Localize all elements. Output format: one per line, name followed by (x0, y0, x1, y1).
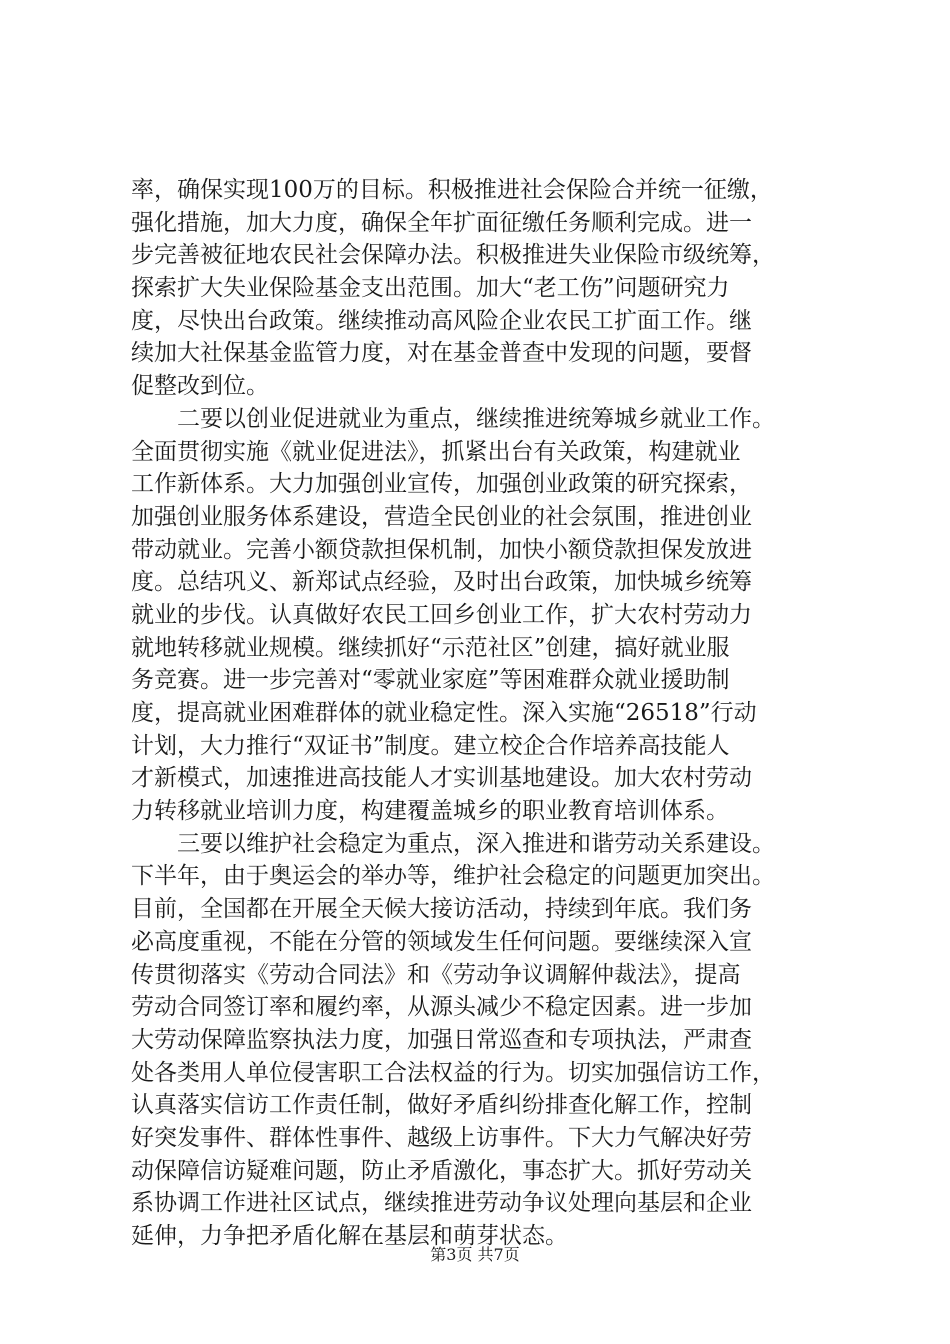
text-line: 度，尽快出台政策。继续推动高风险企业农民工扩面工作。继 (131, 307, 752, 334)
text-line: 工作新体系。大力加强创业宣传，加强创业政策的研究探索， (131, 471, 752, 498)
text-line: 动保障信访疑难问题，防止矛盾激化，事态扩大。抓好劳动关 (131, 1157, 752, 1184)
text-line: 步完善被征地农民社会保障办法。积极推进失业保险市级统筹， (131, 242, 775, 269)
text-line: 处各类用人单位侵害职工合法权益的行为。切实加强信访工作， (131, 1059, 775, 1086)
text-line: 延伸，力争把矛盾化解在基层和萌芽状态。 (131, 1223, 568, 1249)
text-line: 度，提高就业困难群体的就业稳定性。深入实施“26518”行动 (131, 700, 757, 726)
text-line: 加强创业服务体系建设，营造全民创业的社会氛围，推进创业 (131, 503, 752, 530)
text-line: 认真落实信访工作责任制，做好矛盾纠纷排查化解工作，控制 (131, 1092, 752, 1119)
text-line: 计划，大力推行“双证书”制度。建立校企合作培养高技能人 (131, 732, 730, 759)
text-line: 强化措施，加大力度，确保全年扩面征缴任务顺利完成。进一 (131, 209, 752, 236)
text-line: 力转移就业培训力度，构建覆盖城乡的职业教育培训体系。 (131, 798, 729, 825)
text-line: 带动就业。完善小额贷款担保机制，加快小额贷款担保发放进 (131, 536, 752, 563)
text-line: 目前，全国都在开展全天候大接访活动，持续到年底。我们务 (131, 896, 752, 923)
page-number-footer: 第3页 共7页 (430, 1245, 520, 1264)
text-line: 二要以创业促进就业为重点，继续推进统筹城乡就业工作。 (131, 405, 775, 432)
text-line: 促整改到位。 (131, 373, 269, 400)
text-line: 就地转移就业规模。继续抓好“示范社区”创建，搞好就业服 (131, 634, 730, 661)
text-line: 全面贯彻实施《就业促进法》，抓紧出台有关政策，构建就业 (131, 438, 741, 465)
text-line: 探索扩大失业保险基金支出范围。加大“老工伤”问题研究力 (131, 275, 730, 302)
text-line: 劳动合同签订率和履约率，从源头减少不稳定因素。进一步加 (131, 994, 752, 1021)
text-line: 三要以维护社会稳定为重点，深入推进和谐劳动关系建设。 (131, 830, 775, 857)
text-line: 续加大社保基金监管力度，对在基金普查中发现的问题，要督 (131, 340, 752, 367)
text-line: 传贯彻落实《劳动合同法》和《劳动争议调解仲裁法》，提高 (131, 961, 741, 988)
text-line: 才新模式，加速推进高技能人才实训基地建设。加大农村劳动 (131, 765, 752, 792)
document-body (131, 174, 831, 1253)
text-line: 就业的步伐。认真做好农民工回乡创业工作，扩大农村劳动力 (131, 601, 752, 628)
text-line: 度。总结巩义、新郑试点经验，及时出台政策，加快城乡统筹 (131, 569, 752, 596)
text-line: 必高度重视，不能在分管的领域发生任何问题。要继续深入宣 (131, 928, 752, 955)
text-line: 务竞赛。进一步完善对“零就业家庭”等困难群众就业援助制 (131, 667, 730, 694)
text-line: 好突发事件、群体性事件、越级上访事件。下大力气解决好劳 (131, 1124, 752, 1151)
text-line: 大劳动保障监察执法力度，加强日常巡查和专项执法，严肃查 (131, 1026, 752, 1053)
text-line: 下半年，由于奥运会的举办等，维护社会稳定的问题更加突出。 (131, 863, 775, 890)
text-line: 系协调工作进社区试点，继续推进劳动争议处理向基层和企业 (131, 1190, 752, 1217)
text-line: 率，确保实现100万的目标。积极推进社会保险合并统一征缴， (131, 177, 773, 203)
